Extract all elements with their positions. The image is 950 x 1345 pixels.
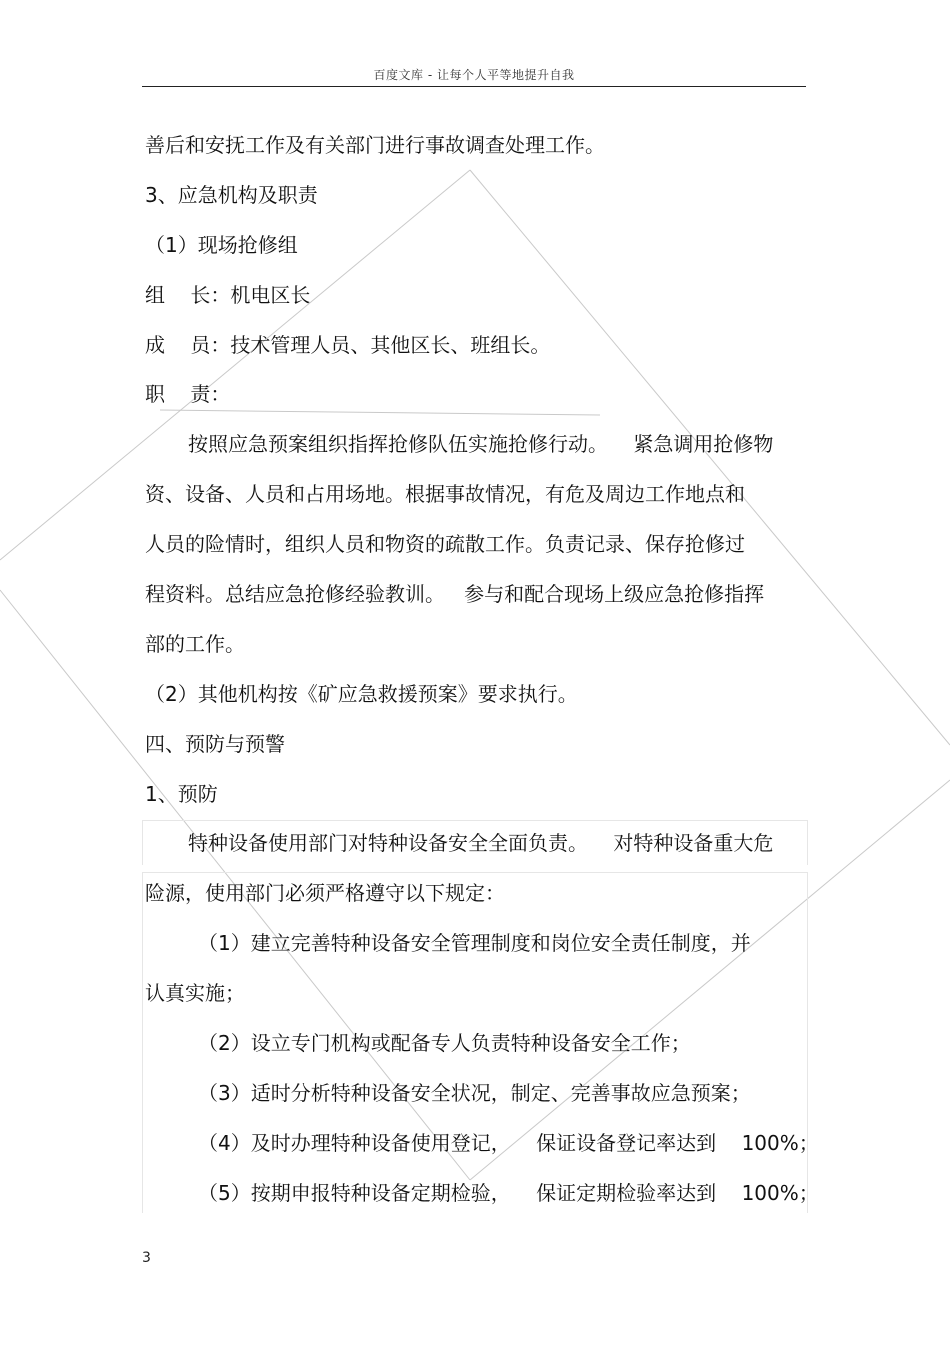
list-item: （1）建立完善特种设备安全管理制度和岗位安全责任制度，并	[198, 931, 751, 955]
list-item: （2）设立专门机构或配备专人负责特种设备安全工作；	[198, 1031, 691, 1055]
body-line: 部的工作。	[145, 632, 245, 656]
body-line: 组 长：机电区长	[145, 283, 311, 307]
body-line: 善后和安抚工作及有关部门进行事故调查处理工作。	[145, 133, 605, 157]
list-item: （3）适时分析特种设备安全状况，制定、完善事故应急预案；	[198, 1081, 751, 1105]
body-line: 人员的险情时，组织人员和物资的疏散工作。负责记录、保存抢修过	[145, 532, 745, 556]
section-heading: 3、应急机构及职责	[145, 183, 318, 207]
subsection-heading: 1、预防	[145, 782, 218, 806]
body-line: 职 责：	[145, 382, 231, 406]
body-line: 程资料。总结应急抢修经验教训。 参与和配合现场上级应急抢修指挥	[145, 582, 765, 606]
page-number: 3	[142, 1250, 151, 1266]
body-line: 险源，使用部门必须严格遵守以下规定：	[145, 881, 505, 905]
body-line: 资、设备、人员和占用场地。根据事故情况，有危及周边工作地点和	[145, 482, 745, 506]
section-heading: 四、预防与预警	[145, 732, 285, 756]
subsection-heading: （1）现场抢修组	[145, 233, 298, 257]
list-item: （5）按期申报特种设备定期检验， 保证定期检验率达到 100%；	[198, 1181, 819, 1205]
header-divider	[142, 86, 806, 87]
list-item: （4）及时办理特种设备使用登记， 保证设备登记率达到 100%；	[198, 1131, 819, 1155]
body-line: （2）其他机构按《矿应急救援预案》要求执行。	[145, 682, 578, 706]
body-line: 特种设备使用部门对特种设备安全全面负责。 对特种设备重大危	[188, 831, 774, 855]
body-line: 认真实施；	[145, 981, 245, 1005]
body-line: 按照应急预案组织指挥抢修队伍实施抢修行动。 紧急调用抢修物	[188, 432, 774, 456]
page-header: 百度文库 - 让每个人平等地提升自我	[373, 68, 575, 82]
body-line: 成 员：技术管理人员、其他区长、班组长。	[145, 333, 551, 357]
